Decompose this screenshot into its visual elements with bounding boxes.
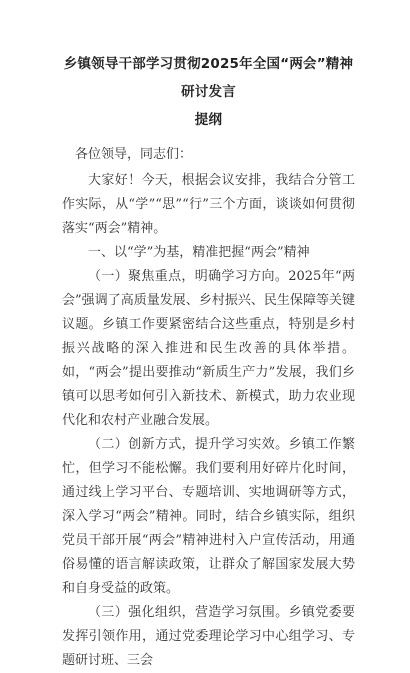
title-line-1: 乡镇领导干部学习贯彻2025年全国“两会”精神研讨发言 — [63, 56, 354, 100]
intro-paragraph: 大家好！今天，根据会议安排，我结合分管工作实际，从“学”“思”“行”三个方面，谈谈如何贯彻落实“两会”精神。 — [62, 173, 355, 236]
title-line-2: 提纲 — [194, 112, 223, 128]
section-heading-1: 一、以“学”为基，精准把握“两会”精神 — [88, 245, 310, 260]
greeting: 各位领导，同志们： — [75, 147, 193, 162]
paragraph-point-1: （一）聚焦重点，明确学习方向。2025年“两会”强调了高质量发展、乡村振兴、民生保障等关键议题。乡镇工作要紧密结合这些重点，特别是乡村振兴战略的深入推进和民生改善的具体举措。如，“两会”提出要推动“新质生产力”发展，我们乡镇可以思考如何引入新技术、新模式，助力农业现代化和农村产业融合发展。 — [62, 269, 355, 428]
document-title — [62, 50, 355, 134]
paragraph-point-2: （二）创新方式，提升学习实效。乡镇工作繁忙，但学习不能松懈。我们要利用好碎片化时间，通过线上学习平台、专题培训、实地调研等方式，深入学习“两会”精神。同时，结合乡镇实际，组织党员干部开展“两会”精神进村入户宣传活动，用通俗易懂的语言解读政策，让群众了解国家发展大势和自身受益的政策。 — [62, 437, 355, 596]
paragraph-point-3: （三）强化组织，营造学习氛围。乡镇党委要发挥引领作用，通过党委理论学习中心组学习、专题研讨班、三会 — [62, 605, 355, 668]
document-body — [62, 143, 355, 673]
